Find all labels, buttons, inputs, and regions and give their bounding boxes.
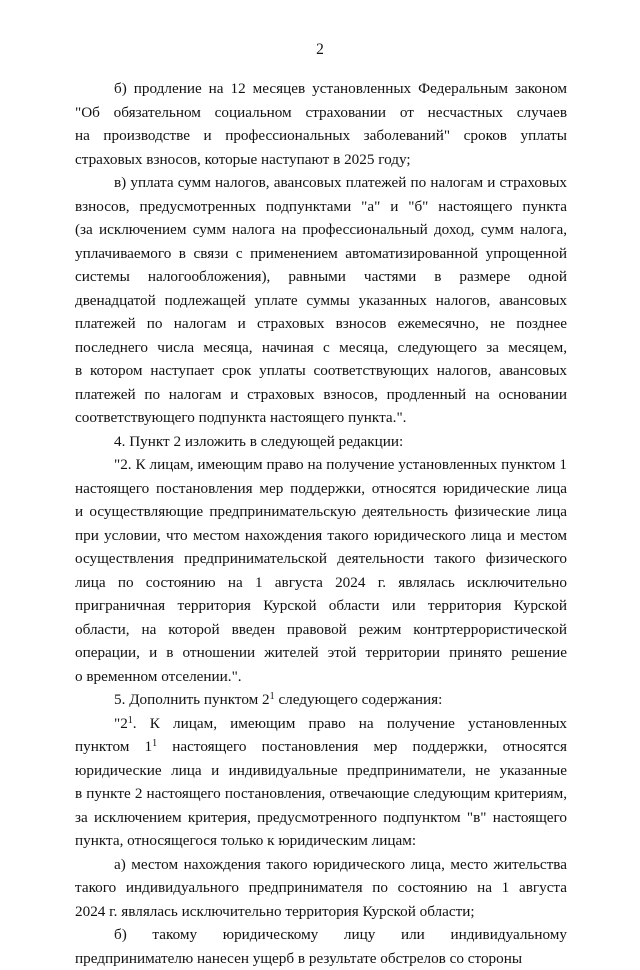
text-run: а) местом нахождения такого юридического лица, место жительства <box>114 856 567 873</box>
text-run: настоящего постановления мер поддержки, относятся юридические лица <box>75 480 567 497</box>
text-run: за исключением критерия, предусмотренного подпунктом "в" настоящего <box>75 809 567 826</box>
paragraph <box>75 712 567 853</box>
text-run: соответствующего подпункта настоящего пункта.". <box>75 409 406 426</box>
paragraph <box>75 853 567 924</box>
text-run: операции, и в отношении жителей этой территории принято решение <box>75 644 567 661</box>
paragraph <box>75 688 567 712</box>
text-line <box>75 242 567 266</box>
text-run: (за исключением сумм налога на профессиональный доход, сумм налога, <box>75 221 567 238</box>
page-number: 2 <box>0 41 640 59</box>
text-line <box>75 406 567 430</box>
text-line <box>75 430 567 454</box>
text-line <box>75 782 567 806</box>
text-run: в котором наступает срок уплаты соответствующих налогов, авансовых <box>75 362 567 379</box>
text-line <box>75 806 567 830</box>
text-run: следующего содержания: <box>275 691 443 708</box>
text-run: двенадцатой подлежащей уплате суммы указанных налогов, авансовых <box>75 292 567 309</box>
document-body <box>75 77 567 970</box>
text-run: платежей по налогам и страховых взносов ежемесячно, не позднее <box>75 315 567 332</box>
text-line <box>75 524 567 548</box>
text-run: лица по состоянию на 1 августа 2024 г. являлась исключительно <box>75 574 567 591</box>
text-run: 2024 г. являлась исключительно территория Курской области; <box>75 903 475 920</box>
text-run: последнего числа месяца, начиная с месяца, следующего за месяцем, <box>75 339 567 356</box>
text-line <box>75 829 567 853</box>
text-line <box>75 336 567 360</box>
text-line <box>75 853 567 877</box>
text-run: "2. К лицам, имеющим право на получение установленных пунктом 1 <box>114 456 567 473</box>
text-run: о временном отселении.". <box>75 668 242 685</box>
text-run: такого индивидуального предпринимателя по состоянию на 1 августа <box>75 879 567 896</box>
text-line <box>75 923 567 947</box>
text-line <box>75 900 567 924</box>
text-run: и осуществляющие предпринимательскую деятельность физические лица <box>75 503 567 520</box>
text-line <box>75 453 567 477</box>
text-line <box>75 289 567 313</box>
superscript: 1 <box>152 738 157 749</box>
text-line <box>75 876 567 900</box>
text-run: страховых взносов, которые наступают в 2025 году; <box>75 151 411 168</box>
text-line <box>75 195 567 219</box>
text-run: . К лицам, имеющим право на получение установленных <box>133 715 567 732</box>
text-run: в пункте 2 настоящего постановления, отвечающие следующим критериям, <box>75 785 567 802</box>
text-line <box>75 735 567 759</box>
text-run: б) такому юридическому лицу или индивидуальному <box>114 926 567 943</box>
text-line <box>75 571 567 595</box>
text-line <box>75 500 567 524</box>
text-line <box>75 547 567 571</box>
text-run: предпринимателю нанесен ущерб в результате обстрелов со стороны <box>75 950 522 967</box>
text-line <box>75 712 567 736</box>
text-run: 5. Дополнить пунктом 2 <box>114 691 270 708</box>
text-run: при условии, что местом нахождения такого юридического лица и местом <box>75 527 567 544</box>
text-line <box>75 171 567 195</box>
text-run: взносов, предусмотренных подпунктами "а" и "б" настоящего пункта <box>75 198 567 215</box>
text-line <box>75 265 567 289</box>
text-line <box>75 383 567 407</box>
text-line <box>75 641 567 665</box>
text-run: уплачиваемого в связи с применением автоматизированной упрощенной <box>75 245 567 262</box>
text-line <box>75 618 567 642</box>
text-line <box>75 77 567 101</box>
text-line <box>75 477 567 501</box>
text-line <box>75 312 567 336</box>
text-run: в) уплата сумм налогов, авансовых платежей по налогам и страховых <box>114 174 567 191</box>
text-line <box>75 359 567 383</box>
text-line <box>75 101 567 125</box>
text-line <box>75 665 567 689</box>
text-line <box>75 947 567 970</box>
superscript: 1 <box>128 715 133 726</box>
paragraph <box>75 171 567 430</box>
text-line <box>75 759 567 783</box>
paragraph <box>75 77 567 171</box>
text-line <box>75 218 567 242</box>
text-run: приграничная территория Курской области или территория Курской <box>75 597 567 614</box>
text-run: "2 <box>114 715 128 732</box>
text-line <box>75 594 567 618</box>
text-run: на производстве и профессиональных заболеваний" сроков уплаты <box>75 127 567 144</box>
text-run: 4. Пункт 2 изложить в следующей редакции: <box>114 433 403 450</box>
text-line <box>75 148 567 172</box>
paragraph <box>75 923 567 970</box>
text-run: осуществления предпринимательской деятельности такого физического <box>75 550 567 567</box>
text-run: б) продление на 12 месяцев установленных Федеральным законом <box>114 80 567 97</box>
text-line <box>75 124 567 148</box>
text-run: области, на которой введен правовой режим контртеррористической <box>75 621 567 638</box>
text-run: юридические лица и индивидуальные предприниматели, не указанные <box>75 762 567 779</box>
text-run: пунктом 1 <box>75 738 152 755</box>
text-run: системы налогообложения), равными частями в размере одной <box>75 268 567 285</box>
paragraph <box>75 430 567 454</box>
superscript: 1 <box>270 691 275 702</box>
text-run: пункта, относящегося только к юридическим лицам: <box>75 832 416 849</box>
paragraph <box>75 453 567 688</box>
text-run: платежей по налогам и страховых взносов, продленный на основании <box>75 386 567 403</box>
text-run: "Об обязательном социальном страховании от несчастных случаев <box>75 104 567 121</box>
text-line <box>75 688 567 712</box>
text-run: настоящего постановления мер поддержки, относятся <box>157 738 567 755</box>
